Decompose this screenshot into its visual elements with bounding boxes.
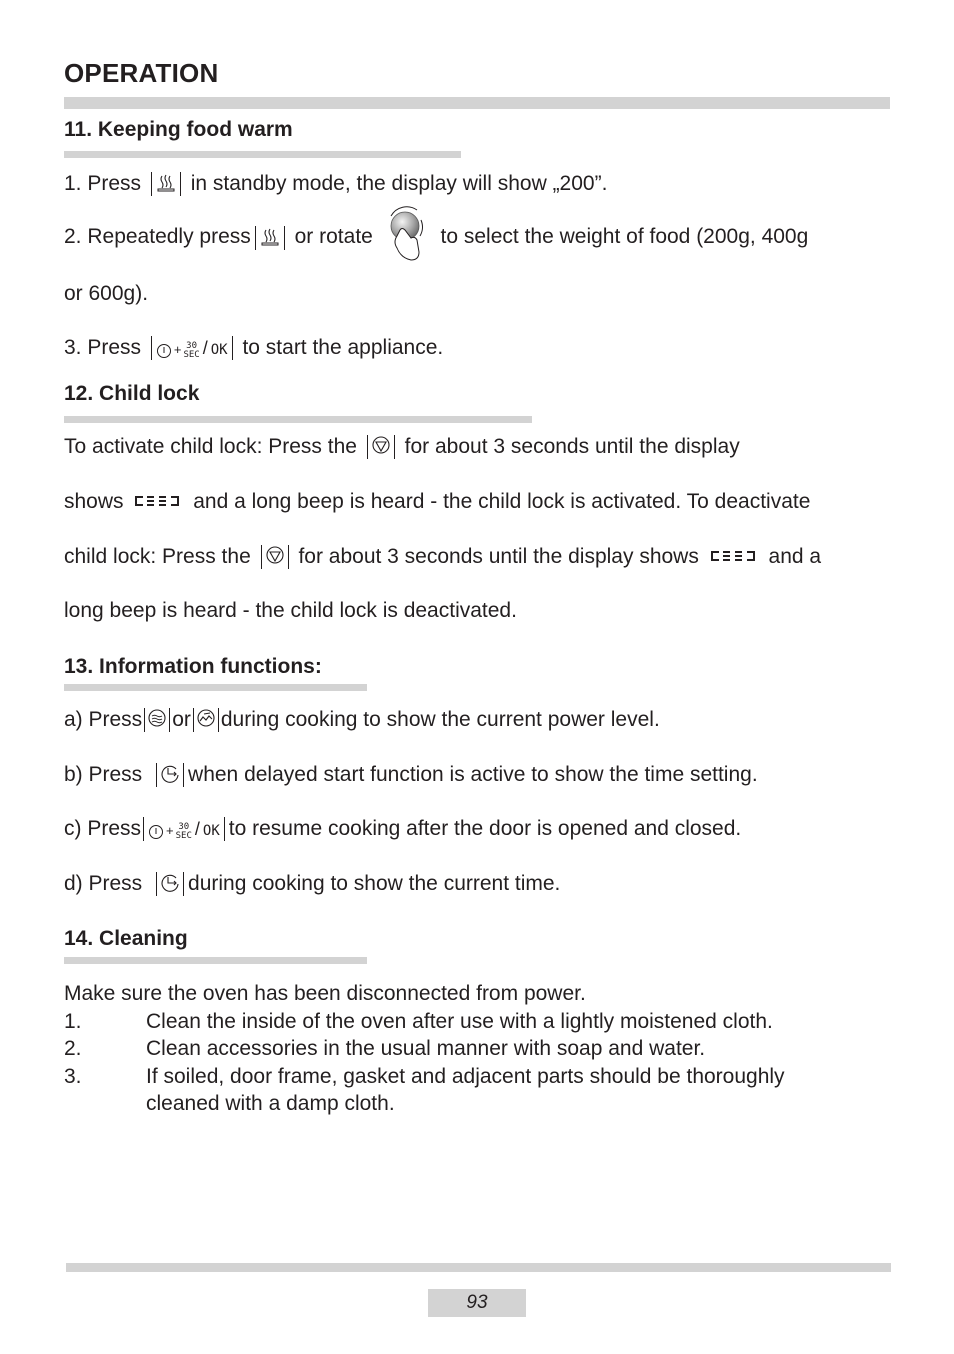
list-item: 2. Clean accessories in the usual manner with soap and water. [64, 1037, 706, 1060]
child-lock-line-3: child lock: Press the for about 3 seconds until the display shows and a [64, 544, 821, 570]
grill-button [193, 708, 219, 732]
microwave-button [144, 708, 170, 732]
power-icon [156, 343, 172, 359]
clock-button [156, 872, 184, 896]
stop-child-lock-icon [371, 435, 391, 455]
info-d: d) Press during cooking to show the current time. [64, 872, 561, 895]
clock-delay-icon [160, 763, 180, 783]
keep-warm-button [255, 226, 285, 250]
list-item: 3. If soiled, door frame, gasket and adjacent parts should be thoroughly [64, 1064, 785, 1088]
stop-button [261, 545, 289, 569]
title-divider [64, 97, 890, 109]
clock-delay-icon [160, 872, 180, 892]
rotary-dial-icon [383, 206, 431, 269]
section-divider [64, 684, 367, 691]
info-c: c) Press + 30 SEC / OK to resume cooking after the door is opened and closed. [64, 817, 742, 842]
step-3: 3. Press + 30 SEC / OK to start the appliance. [64, 336, 444, 361]
list-item: cleaned with a damp cloth. [146, 1092, 395, 1115]
info-b: b) Press when delayed start function is active to show the time setting. [64, 763, 758, 786]
child-lock-line-1: To activate child lock: Press the for about 3 seconds until the display [64, 435, 740, 458]
lock-display-symbol [709, 544, 759, 570]
keep-warm-icon [259, 226, 281, 248]
step-2-continued: or 600g). [64, 282, 149, 305]
section-heading-cleaning: 14. Cleaning [64, 927, 188, 950]
lock-display-symbol [133, 489, 183, 515]
footer-divider [66, 1263, 891, 1272]
step-1: 1. Press in standby mode, the display will show „200”. [64, 172, 608, 195]
microwave-power-icon [147, 708, 167, 728]
info-a: a) Press or during cooking to show the current power level. [64, 708, 660, 731]
section-heading-child-lock: 12. Child lock [64, 382, 200, 405]
section-heading-information-functions: 13. Information functions: [64, 655, 322, 678]
start-button: + 30 SEC / OK [143, 817, 225, 841]
section-divider [64, 151, 461, 158]
power-icon [148, 824, 164, 840]
30-sec-label: 30 SEC [183, 341, 200, 361]
stop-button [367, 435, 395, 459]
stop-child-lock-icon [265, 545, 285, 565]
list-item: 1. Clean the inside of the oven after use with a lightly moistened cloth. [64, 1009, 773, 1033]
start-button: + 30 SEC / OK [151, 336, 233, 360]
keep-warm-button [151, 172, 181, 196]
keep-warm-icon [155, 172, 177, 194]
slash: / [194, 819, 200, 840]
cleaning-intro: Make sure the oven has been disconnected from power. [64, 982, 586, 1005]
section-divider [64, 416, 532, 423]
slash: / [202, 338, 208, 359]
grill-combi-icon [196, 708, 216, 728]
child-lock-line-2: shows and a long beep is heard - the child lock is activated. To deactivate [64, 489, 810, 515]
30-sec-label: 30 SEC [175, 822, 192, 842]
page-title: OPERATION [64, 58, 219, 88]
cleaning-list [64, 980, 785, 1118]
step-2: 2. Repeatedly press or rotate to select the weight of food (200g, 400g [64, 222, 808, 253]
page-number: 93 [428, 1289, 526, 1317]
section-divider [64, 957, 367, 964]
child-lock-line-4: long beep is heard - the child lock is deactivated. [64, 599, 517, 622]
section-heading-keeping-food-warm: 11. Keeping food warm [64, 118, 293, 141]
clock-button [156, 763, 184, 787]
